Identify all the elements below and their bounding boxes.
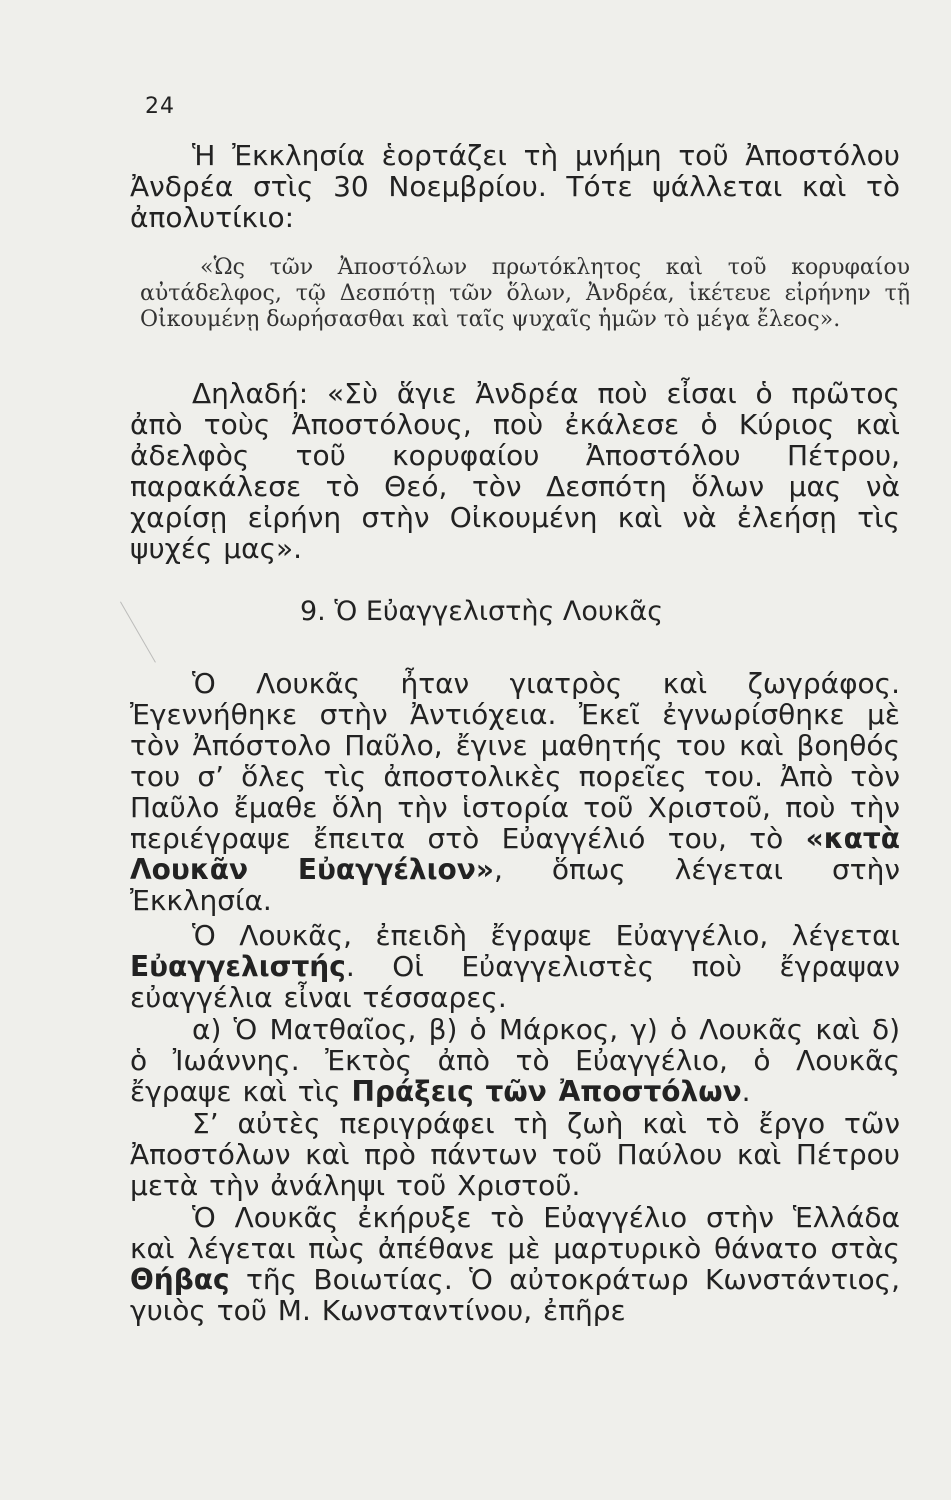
margin-pencil-mark	[120, 586, 184, 663]
body-text: τῆς Βοιωτίας. Ὁ αὐτοκράτωρ Κωνστάντιος, γυιὸς τοῦ Μ. Κωνσταντίνου, ἐπῆρε	[130, 1263, 900, 1327]
intro-text: Ἡ Ἐκκλησία ἑορτάζει τὴ μνήμη τοῦ Ἀποστόλου Ἀνδρέα στὶς 30 Νοεμβρίου. Τότε ψάλλεται καὶ τὸ ἀπολυτίκιο:	[130, 139, 900, 234]
body-paragraph	[130, 1202, 900, 1326]
body-paragraph	[130, 668, 900, 916]
body-text: α) Ὁ Ματθαῖος, β) ὁ Μάρκος, γ) ὁ Λουκᾶς καὶ δ) ὁ Ἰωάννης. Ἐκτὸς ἀπὸ τὸ Εὐαγγέλιο, ὁ Λουκᾶς ἔγραψε καὶ τὶς	[130, 1013, 900, 1108]
body-text: . Οἱ Εὐαγγελιστὲς ποὺ ἔγραψαν εὐαγγέλια εἶναι τέσσαρες.	[130, 950, 900, 1014]
hymn-text: «Ὡς τῶν Ἀποστόλων πρωτόκλητος καὶ τοῦ κορυφαίου αὐτάδελφος, τῷ Δεσπότῃ τῶν ὅλων, Ἀνδρέα, ἱκέτευε εἰρήνην τῇ Οἰκουμένῃ δωρήσασθαι καὶ ταῖς ψυχαῖς ἡμῶν τὸ μέγα ἔλεος».	[140, 255, 910, 332]
emphasized-text: «κατὰ Λουκᾶν Εὐαγγέλιον»	[130, 822, 900, 886]
body-text: Ὁ Λουκᾶς, ἐπειδὴ ἔγραψε Εὐαγγέλιο, λέγεται	[192, 919, 900, 952]
body-text: Ὁ Λουκᾶς ἦταν γιατρὸς καὶ ζωγράφος. Ἐγεννήθηκε στὴν Ἀντιόχεια. Ἐκεῖ ἐγνωρίσθηκε μὲ τὸν Ἀπόστολο Παῦλο, ἔγινε μαθητής του καὶ βοηθός του σ’ ὅλες τὶς ἀποστολικὲς πορεῖες του. Ἀπὸ τὸν Παῦλο ἔμαθε ὅλη τὴν ἱστορία τοῦ Χριστοῦ, ποὺ τὴν περιέγραψε ἔπειτα στὸ Εὐαγγέλιό του, τὸ	[130, 667, 900, 855]
emphasized-text: Εὐαγγελιστής	[130, 950, 346, 983]
body-text: .	[741, 1075, 751, 1108]
explanation-text: Δηλαδή: «Σὺ ἅγιε Ἀνδρέα ποὺ εἶσαι ὁ πρῶτος ἀπὸ τοὺς Ἀποστόλους, ποὺ ἐκάλεσε ὁ Κύριος καὶ ἀδελφὸς τοῦ κορυφαίου Ἀποστόλου Πέτρου, παρακάλεσε τὸ Θεό, τὸν Δεσπότη ὅλων μας νὰ χαρίσῃ εἰρήνη στὴν Οἰκουμένη καὶ νὰ ἐλεήσῃ τὶς ψυχές μας».	[130, 377, 900, 565]
emphasized-text: Πράξεις τῶν Ἀποστόλων	[351, 1075, 742, 1108]
section-heading: 9. Ὁ Εὐαγγελιστὴς Λουκᾶς	[300, 596, 664, 627]
body-paragraph	[130, 920, 900, 1013]
body-text: , ὅπως λέγεται στὴν Ἐκκλησία.	[130, 853, 900, 917]
body-paragraph	[130, 1108, 900, 1201]
body-text: Ὁ Λουκᾶς ἐκήρυξε τὸ Εὐαγγέλιο στὴν Ἑλλάδα καὶ λέγεται πὼς ἀπέθανε μὲ μαρτυρικὸ θάνατο στὰς	[130, 1201, 900, 1265]
body-paragraph	[130, 1014, 900, 1107]
explanation-paragraph	[130, 378, 900, 564]
emphasized-text: Θήβας	[130, 1263, 230, 1296]
intro-paragraph	[130, 140, 900, 233]
page-number: 24	[145, 94, 175, 119]
body-text: Σ’ αὐτὲς περιγράφει τὴ ζωὴ καὶ τὸ ἔργο τῶν Ἀποστόλων καὶ πρὸ πάντων τοῦ Παύλου καὶ Πέτρου μετὰ τὴν ἀνάληψι τοῦ Χριστοῦ.	[130, 1107, 900, 1202]
apolytikion-hymn	[140, 255, 910, 333]
